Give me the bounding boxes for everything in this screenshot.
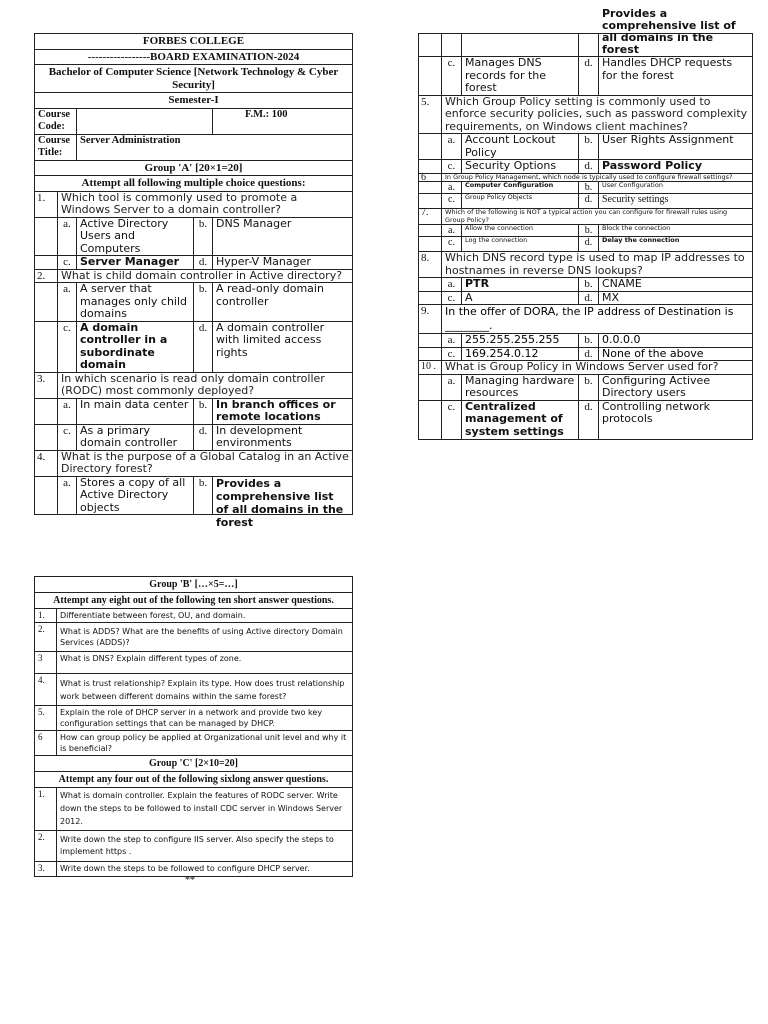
option-text-answer: PTR	[462, 278, 579, 292]
option-key: b.	[194, 283, 213, 322]
question-number: 9.	[419, 305, 442, 334]
question-text: In the offer of DORA, the IP address of Destination is ________.	[442, 305, 753, 334]
option-text: Active Directory Users and Computers	[77, 217, 194, 256]
option-key: a.	[58, 398, 77, 424]
option-key: a.	[442, 374, 462, 400]
question-number: 6	[419, 173, 442, 182]
question-text: In which scenario is read only domain controller (RODC) most commonly deployed?	[58, 372, 353, 398]
group-a-instruction: Attempt all following multiple choice questions:	[35, 176, 353, 192]
option-text: CNAME	[599, 278, 753, 292]
question-5	[419, 95, 753, 134]
option-key: c.	[442, 291, 462, 305]
group-c-question	[35, 788, 353, 831]
option-key: b.	[579, 225, 599, 237]
option-text-answer: In branch offices or remote locations	[213, 398, 353, 424]
question-number: 4.	[35, 450, 58, 476]
option-key: b.	[194, 476, 213, 515]
option-text-answer: Computer Configuration	[462, 182, 579, 194]
question-text: What is domain controller. Explain the features of RODC server. Write down the steps to be followed to install CDC server in Windows Server 2012.	[57, 788, 353, 831]
option-key: a.	[58, 217, 77, 256]
question-number: 10 .	[419, 361, 442, 375]
question-3	[35, 372, 353, 398]
option-text-answer-split	[213, 476, 353, 529]
option-text: Log the connection	[462, 237, 579, 252]
option-key: b.	[579, 134, 599, 160]
option-text: MX	[599, 291, 753, 305]
semester: Semester-I	[35, 93, 353, 109]
option-key: d.	[194, 256, 213, 270]
question-text: Which of the following is NOT a typical action you can configure for firewall rules using Group Policy?	[442, 209, 753, 225]
question-text: What is DNS? Explain different types of zone.	[57, 652, 353, 674]
question-text: Which tool is commonly used to promote a Windows Server to a domain controller?	[58, 191, 353, 217]
group-c-title: Group 'C' [2×10=20]	[35, 756, 353, 772]
option-text: Security settings	[599, 194, 753, 209]
option-key: d.	[579, 57, 599, 96]
option-key: d.	[579, 237, 599, 252]
group-b-question	[35, 731, 353, 756]
question-4	[35, 450, 353, 476]
question-number: 1.	[35, 191, 58, 217]
question-9	[419, 305, 753, 334]
option-key: d.	[579, 400, 599, 439]
group-a-part2	[418, 7, 753, 440]
option-text: Group Policy Objects	[462, 194, 579, 209]
question-text: Differentiate between forest, OU, and domain.	[57, 609, 353, 623]
question-text: How can group policy be applied at Organizational unit level and why it is beneficial?	[57, 731, 353, 756]
option-text: 169.254.0.12	[462, 347, 579, 361]
option-key: c.	[442, 347, 462, 361]
option-text: Managing hardware resources	[462, 374, 579, 400]
option-key: a.	[442, 334, 462, 348]
option-key: a.	[442, 182, 462, 194]
group-b-title: Group 'B' […×5=…]	[35, 577, 353, 593]
option-key: b.	[579, 278, 599, 292]
option-text: Configuring Activee Directory users	[599, 374, 753, 400]
option-text-answer: Centralized management of system settings	[462, 400, 579, 439]
question-text: What is Group Policy in Windows Server used for?	[442, 361, 753, 375]
question-text: Write down the steps to be followed to configure DHCP server.	[57, 862, 353, 877]
group-b-and-c	[34, 576, 353, 877]
option-text-answer: Password Policy	[599, 160, 753, 174]
question-text: Which DNS record type is used to map IP addresses to hostnames in reverse DNS lookups?	[442, 252, 753, 278]
question-number: 2.	[35, 623, 57, 652]
option-key: b.	[579, 334, 599, 348]
option-text: Handles DHCP requests for the forest	[599, 57, 753, 96]
course-code-value	[77, 108, 213, 134]
group-b-question	[35, 706, 353, 731]
question-text: In Group Policy Management, which node is typically used to configure firewall settings?	[442, 173, 753, 182]
option-text-answer: Server Manager	[77, 256, 194, 270]
exam-title: -----------------BOARD EXAMINATION-2024	[35, 49, 353, 65]
option-key: a.	[58, 283, 77, 322]
question-text: What is ADDS? What are the benefits of using Active directory Domain Services (ADDS)?	[57, 623, 353, 652]
question-text: What is child domain controller in Active directory?	[58, 269, 353, 283]
course-title-value: Server Administration	[77, 134, 353, 160]
question-number: 5.	[419, 95, 442, 134]
option-text: A server that manages only child domains	[77, 283, 194, 322]
full-marks: F.M.: 100	[213, 108, 353, 134]
option-key: b.	[194, 217, 213, 256]
option-key: c.	[442, 57, 462, 96]
option-key: d.	[579, 194, 599, 209]
group-c-instruction: Attempt any four out of the following sixlong answer questions.	[35, 772, 353, 788]
option-key: d.	[579, 347, 599, 361]
option-text: In main data center	[77, 398, 194, 424]
group-a-title: Group 'A' [20×1=20]	[35, 160, 353, 176]
group-b-question	[35, 652, 353, 674]
option-key: a.	[442, 134, 462, 160]
option-key: c.	[442, 160, 462, 174]
group-b-question	[35, 609, 353, 623]
question-text: Which Group Policy setting is commonly used to enforce security policies, such as password complexity requirements, on Windows client machines?	[442, 95, 753, 134]
option-key: d.	[194, 424, 213, 450]
question-text: Explain the role of DHCP server in a network and provide two key configuration settings that can be managed by DHCP.	[57, 706, 353, 731]
option-text: None of the above	[599, 347, 753, 361]
group-b-question	[35, 674, 353, 706]
group-b-question	[35, 623, 353, 652]
option-key: a.	[442, 225, 462, 237]
option-key: c.	[58, 321, 77, 372]
question-text: Write down the step to configure IIS server. Also specify the steps to implement https .	[57, 831, 353, 862]
course-title-label: Course Title:	[35, 134, 77, 160]
question-7	[419, 209, 753, 225]
option-text: Block the connection	[599, 225, 753, 237]
group-b-instruction: Attempt any eight out of the following ten short answer questions.	[35, 593, 353, 609]
option-text: As a primary domain controller	[77, 424, 194, 450]
question-number: 4.	[35, 674, 57, 706]
option-key: c.	[58, 256, 77, 270]
option-text: Hyper-V Manager	[213, 256, 353, 270]
course-code-label: Course Code:	[35, 108, 77, 134]
option-text: Account Lockout Policy	[462, 134, 579, 160]
option-key: d.	[579, 160, 599, 174]
question-number: 2.	[35, 269, 58, 283]
option-text-answer: Delay the connection	[599, 237, 753, 252]
question-number: 1.	[35, 788, 57, 831]
option-key: a.	[58, 476, 77, 515]
college-name: FORBES COLLEGE	[35, 34, 353, 50]
option-key: a.	[442, 278, 462, 292]
option-key: d.	[194, 321, 213, 372]
question-number: 5.	[35, 706, 57, 731]
option-text: Controlling network protocols	[599, 400, 753, 439]
program-name: Bachelor of Computer Science [Network Technology & Cyber Security]	[35, 65, 353, 93]
option-text: A read-only domain controller	[213, 283, 353, 322]
option-text: Allow the connection	[462, 225, 579, 237]
option-key: c.	[442, 400, 462, 439]
question-10	[419, 361, 753, 375]
option-text-answer: A domain controller in a subordinate domain	[77, 321, 194, 372]
option-key: b.	[194, 398, 213, 424]
question-number: 7.	[419, 209, 442, 225]
option-text: Stores a copy of all Active Directory objects	[77, 476, 194, 515]
question-1	[35, 191, 353, 217]
group-c-question	[35, 831, 353, 862]
question-number: 2.	[35, 831, 57, 862]
question-number: 3.	[35, 372, 58, 398]
option-text: Manages DNS records for the forest	[462, 57, 579, 96]
option-text: Security Options	[462, 160, 579, 174]
question-number: 6	[35, 731, 57, 756]
option-key: c.	[442, 194, 462, 209]
option-text: User Rights Assignment	[599, 134, 753, 160]
option-text: A	[462, 291, 579, 305]
option-text: DNS Manager	[213, 217, 353, 256]
question-number: 1.	[35, 609, 57, 623]
question-number: 3	[35, 652, 57, 674]
question-number: 8.	[419, 252, 442, 278]
option-key: b.	[579, 182, 599, 194]
option-key: d.	[579, 291, 599, 305]
end-marker: **	[185, 875, 195, 886]
option-text-answer: Provides a comprehensive list of all domains in the forest	[602, 7, 736, 56]
question-text: What is the purpose of a Global Catalog in an Active Directory forest?	[58, 450, 353, 476]
option-key: c.	[58, 424, 77, 450]
option-text: In development environments	[213, 424, 353, 450]
question-2	[35, 269, 353, 283]
question-number: 3.	[35, 862, 57, 877]
option-key: c.	[442, 237, 462, 252]
option-key: b.	[579, 374, 599, 400]
option-text: 255.255.255.255	[462, 334, 579, 348]
question-8	[419, 252, 753, 278]
option-text: 0.0.0.0	[599, 334, 753, 348]
option-continuation	[599, 7, 753, 57]
exam-header-and-group-a-part1	[34, 33, 353, 529]
option-text: User Configuration	[599, 182, 753, 194]
option-text-answer: Provides a comprehensive list of all domains in the forest	[216, 476, 344, 529]
question-text: What is trust relationship? Explain its type. How does trust relationship work between different domains within the same forest?	[57, 674, 353, 706]
option-text: A domain controller with limited access rights	[213, 321, 353, 372]
